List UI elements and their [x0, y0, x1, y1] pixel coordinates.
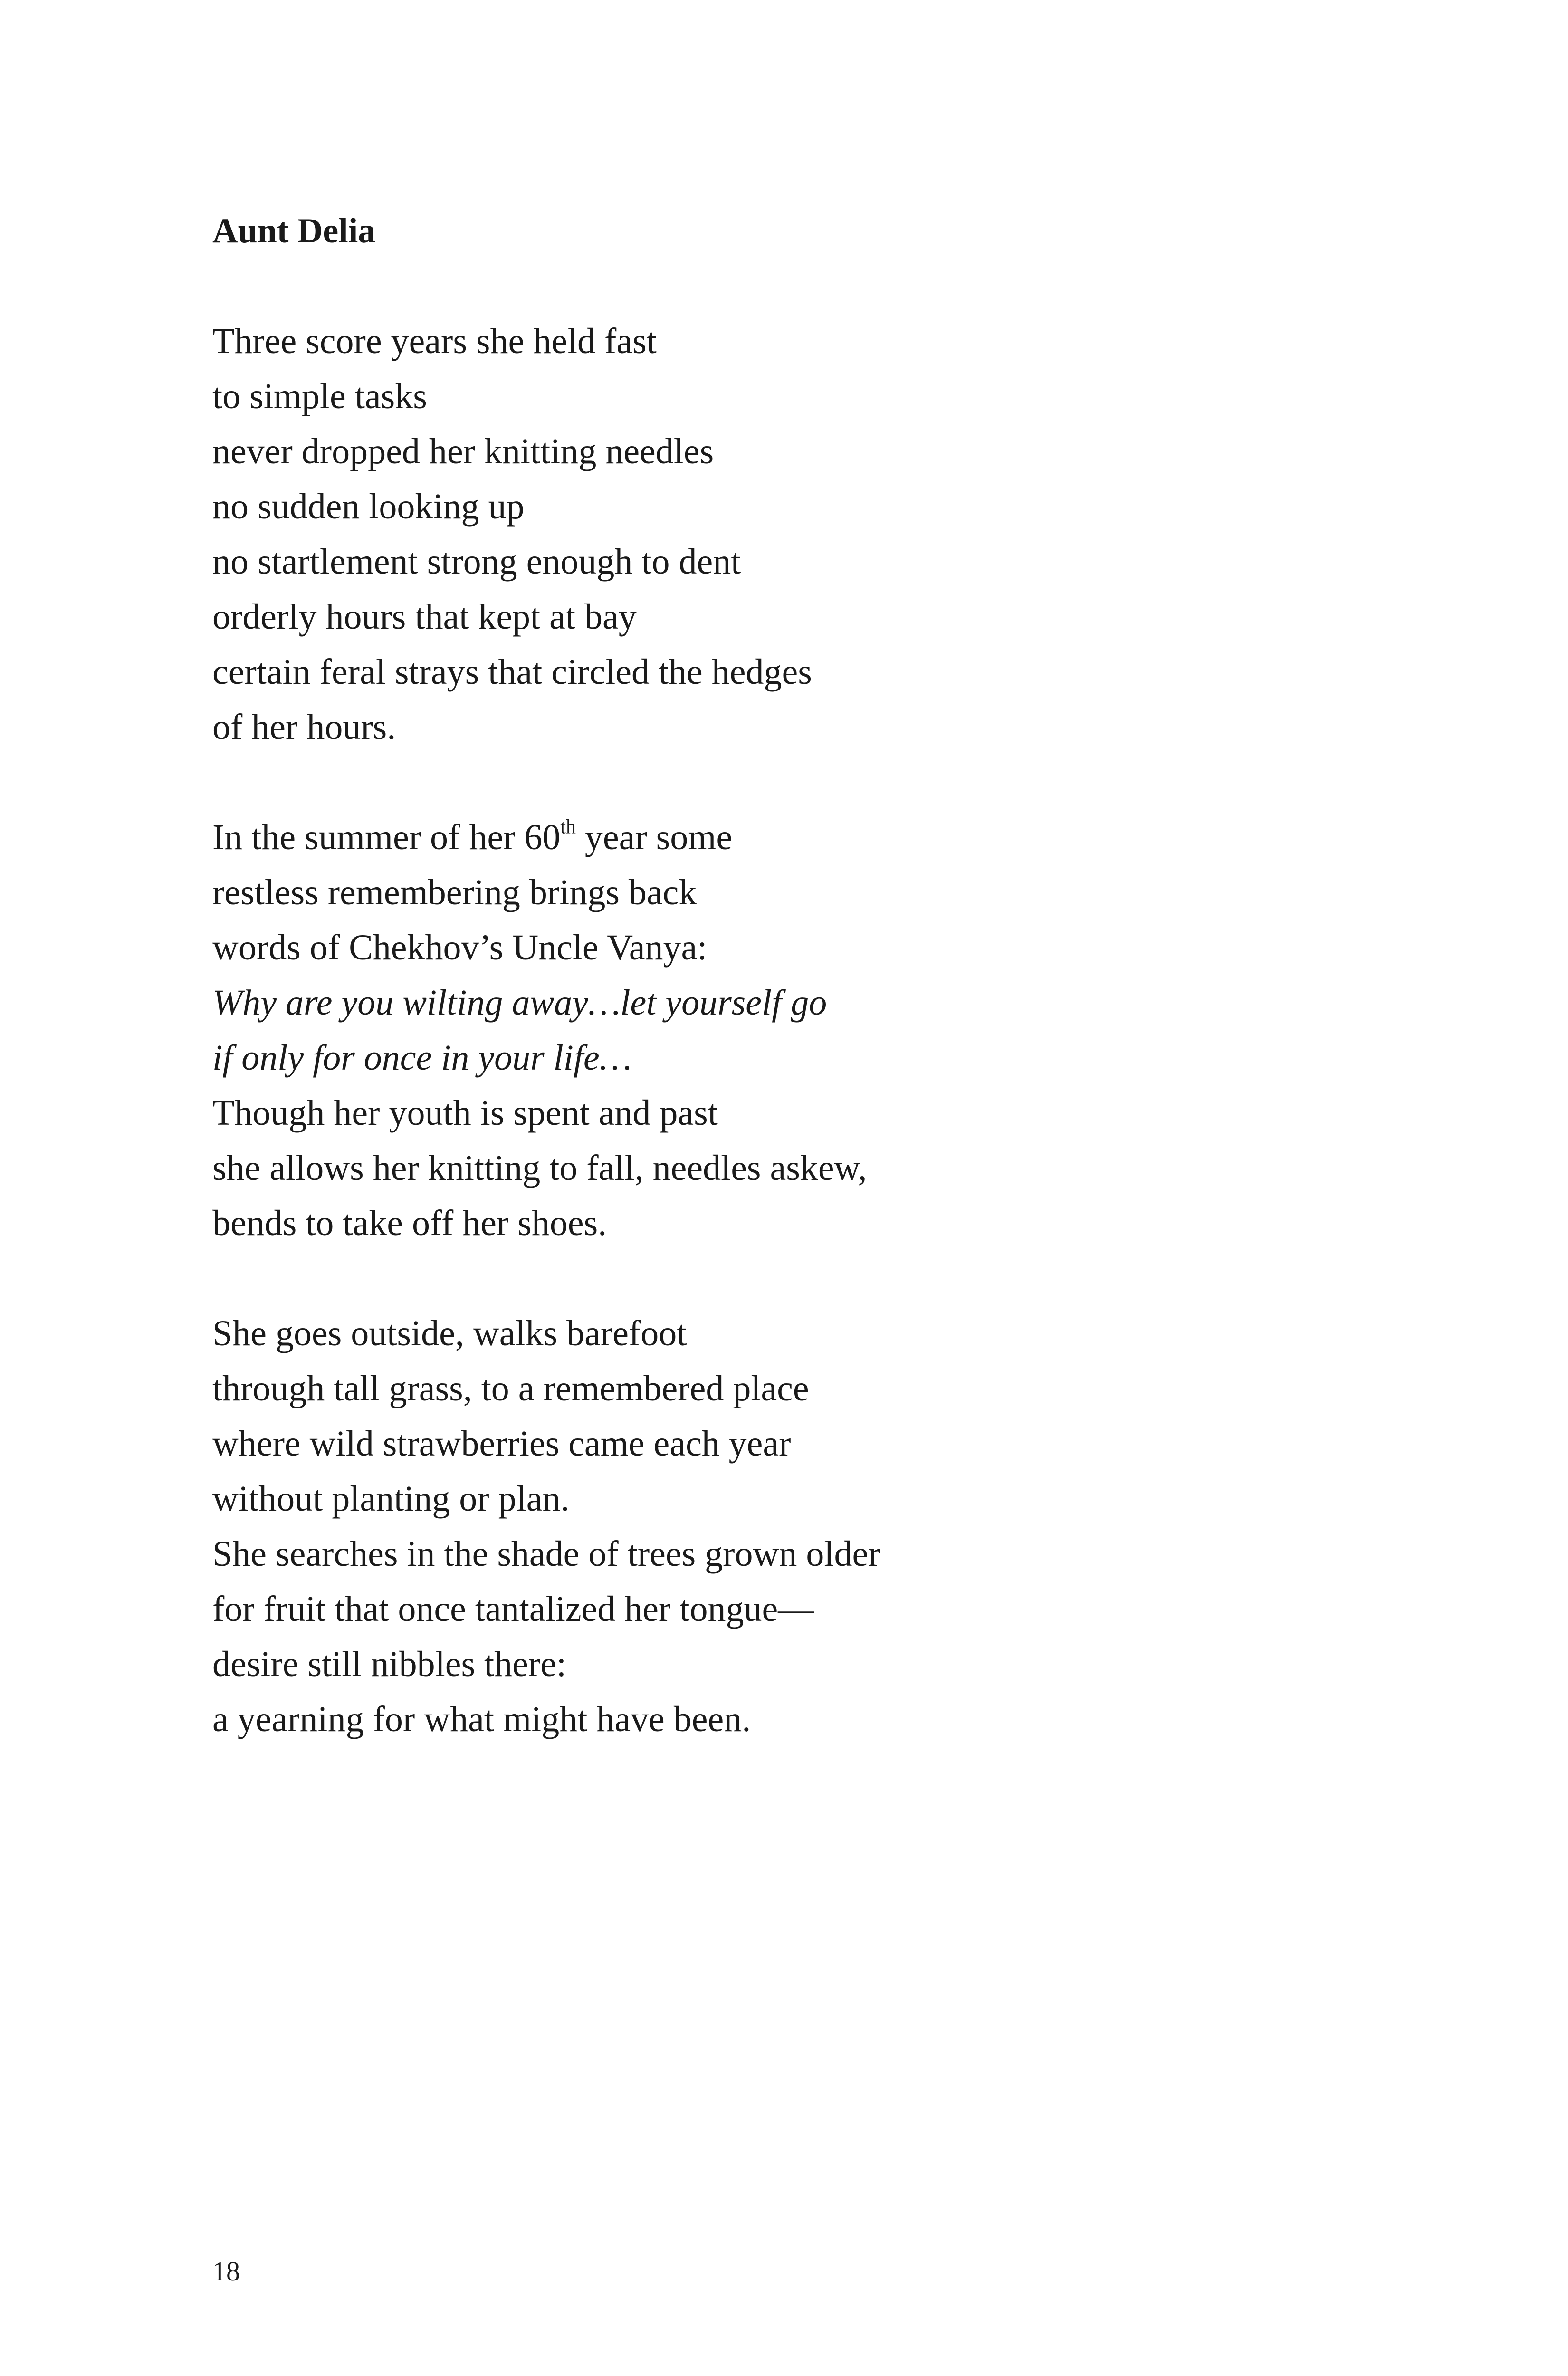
- poem-line: She searches in the shade of trees grown older: [212, 1534, 880, 1574]
- poem-line: She goes outside, walks barefoot: [212, 1313, 687, 1353]
- poem-line: she allows her knitting to fall, needles askew,: [212, 1148, 867, 1188]
- poem-line: words of Chekhov’s Uncle Vanya:: [212, 928, 708, 968]
- poem-line-quote: if only for once in your life…: [212, 1038, 632, 1078]
- ordinal-suffix: th: [560, 816, 576, 838]
- poem: [212, 203, 1353, 1747]
- poem-title: Aunt Delia: [212, 211, 376, 250]
- poem-line: no sudden looking up: [212, 487, 525, 527]
- poem-line: to simple tasks: [212, 376, 427, 416]
- poem-line: desire still nibbles there:: [212, 1644, 567, 1684]
- stanza-gap: [212, 755, 1353, 810]
- stanza-2: [212, 810, 1353, 1251]
- poem-line: no startlement strong enough to dent: [212, 542, 741, 582]
- poem-line: Though her youth is spent and past: [212, 1093, 718, 1133]
- poem-line: bends to take off her shoes.: [212, 1203, 607, 1243]
- poem-line: of her hours.: [212, 707, 396, 747]
- poem-line: certain feral strays that circled the hedges: [212, 652, 812, 692]
- poem-line-quote: Why are you wilting away…let yourself go: [212, 983, 827, 1023]
- poem-line: without planting or plan.: [212, 1479, 570, 1519]
- stanza-3: [212, 1306, 1353, 1747]
- poem-line: Three score years she held fast: [212, 321, 657, 361]
- poem-line: for fruit that once tantalized her tongue—: [212, 1589, 814, 1629]
- page-number: 18: [212, 2256, 240, 2287]
- poem-line: where wild strawberries came each year: [212, 1424, 791, 1464]
- stanza-1: [212, 314, 1353, 755]
- poem-line: restless remembering brings back: [212, 872, 697, 912]
- poem-line: through tall grass, to a remembered place: [212, 1369, 809, 1408]
- poem-line: orderly hours that kept at bay: [212, 597, 637, 637]
- poem-line: [212, 810, 1353, 865]
- stanza-gap: [212, 259, 1353, 314]
- poem-line: a yearning for what might have been.: [212, 1699, 751, 1739]
- stanza-gap: [212, 1251, 1353, 1306]
- poem-line: never dropped her knitting needles: [212, 431, 714, 471]
- line-text: year some: [575, 817, 733, 857]
- line-text: In the summer of her 60: [212, 817, 561, 857]
